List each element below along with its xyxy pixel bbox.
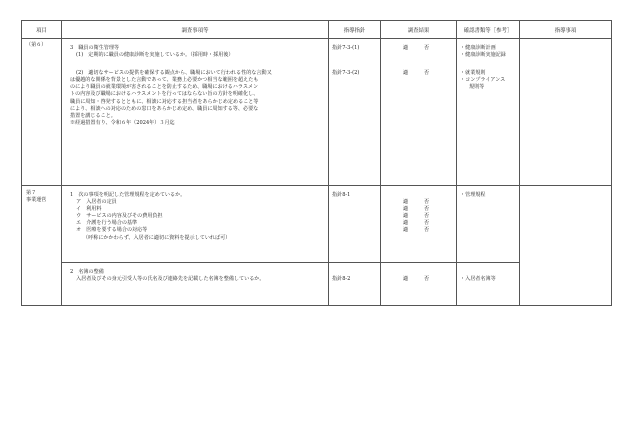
question-text: 措置を講じること。 [70, 112, 116, 119]
result-ok[interactable]: 適 [402, 206, 409, 213]
question-text: (2) 適切なサービスの提供を確保する観点から、職場において行われる性的な言動又 [76, 70, 272, 77]
result-ng[interactable]: 否 [423, 213, 430, 220]
list-item: ア 入居者の定員 [76, 199, 117, 206]
doc-item: ・管理規程 [460, 192, 486, 198]
item-label: （第６） [26, 42, 47, 48]
header-docs: 確認書類等［参考］ [457, 21, 520, 39]
doc-item: ・入居者名簿等 [460, 276, 496, 282]
guide-ref: 指針8-1 [332, 192, 351, 198]
table-row [22, 39, 612, 186]
doc-item: ・健康診断計画 [460, 45, 496, 51]
question-text: 入居者及びその身元引受人等の氏名及び連絡先を記載した名簿を整備しているか。 [76, 276, 265, 283]
guide-ref: 指針7-3-(2) [332, 70, 360, 77]
item-label: 事業運営 [26, 197, 47, 204]
list-item: オ 医療を要する場合の対応等 [76, 227, 148, 234]
header-item: 項目 [22, 21, 62, 39]
list-item: ウ サービスの内容及びその費用負担 [76, 213, 163, 220]
result-ng[interactable]: 否 [423, 227, 430, 234]
result-ok[interactable]: 適 [402, 276, 409, 282]
section-heading: 3 職員の衛生管理等 [70, 45, 120, 51]
doc-item: ・健康診断実施記録 [460, 52, 506, 59]
result-ok[interactable]: 適 [402, 220, 409, 227]
guide-ref: 指針7-3-(1) [332, 45, 360, 51]
question-text: により、相談への対応のための窓口をあらかじめ定め、職員に周知する等、必要な [70, 105, 259, 112]
question-text: は優越的な関係を背景とした言動であって、業務上必要かつ相当な範囲を超えたも [70, 77, 259, 84]
notes-cell[interactable] [520, 39, 612, 186]
result-choice[interactable] [395, 276, 456, 283]
header-result: 調査結果 [381, 21, 457, 39]
question-text: 職員に周知・啓発するとともに、相談に対応する担当者をあらかじめ定めること等 [70, 98, 259, 105]
header-guide: 指導指針 [329, 21, 381, 39]
result-ng[interactable]: 否 [423, 199, 430, 205]
basis-note: ※経過措置有り、令和６年（2024年）３月迄 [70, 119, 175, 126]
doc-item: 規則等 [469, 84, 485, 91]
section-heading: 1 次の事項を明記した管理規程を定めているか。 [70, 192, 186, 198]
result-ng[interactable]: 否 [423, 206, 430, 213]
notes-cell[interactable] [520, 186, 612, 306]
list-item: エ 介護を行う場合の基準 [76, 220, 138, 227]
table-row [22, 186, 612, 263]
result-ok[interactable]: 適 [402, 45, 409, 51]
question-text: トの内容及び職場におけるハラスメントを行ってはならない旨の方針を明確化し、 [70, 91, 259, 98]
result-ok[interactable]: 適 [402, 213, 409, 220]
item-label: 第７ [26, 190, 37, 196]
result-choice[interactable] [395, 70, 456, 77]
header-row [22, 21, 612, 39]
list-note: （呼称にかかわらず、入居者に適切に資料を提示していれば可） [83, 234, 231, 241]
result-ng[interactable]: 否 [423, 45, 430, 51]
inspection-table [21, 20, 612, 306]
list-item: イ 利用料 [76, 206, 102, 213]
result-ng[interactable]: 否 [423, 276, 430, 282]
question-text: のにより職員の就業環境が害されることを防止するため、職場におけるハラスメン [70, 84, 259, 91]
result-ng[interactable]: 否 [423, 220, 430, 227]
header-notes: 指導事項 [520, 21, 612, 39]
result-choice[interactable] [395, 227, 456, 234]
section-heading: 2 名簿の整備 [70, 269, 104, 275]
doc-item: ・コンプライアンス [460, 77, 506, 84]
header-matters: 調査事項等 [62, 21, 329, 39]
doc-item: ・就業規則 [460, 70, 486, 77]
guide-ref: 指針8-2 [332, 276, 351, 282]
result-ok[interactable]: 適 [402, 227, 409, 234]
result-choice[interactable] [395, 45, 456, 52]
inspection-sheet [21, 20, 611, 306]
result-ok[interactable]: 適 [402, 199, 409, 205]
result-ok[interactable]: 適 [402, 70, 409, 77]
question-text: (1) 定期的に職員の健康診断を実施しているか。（採用時・採用後） [76, 52, 234, 59]
result-ng[interactable]: 否 [423, 70, 430, 77]
